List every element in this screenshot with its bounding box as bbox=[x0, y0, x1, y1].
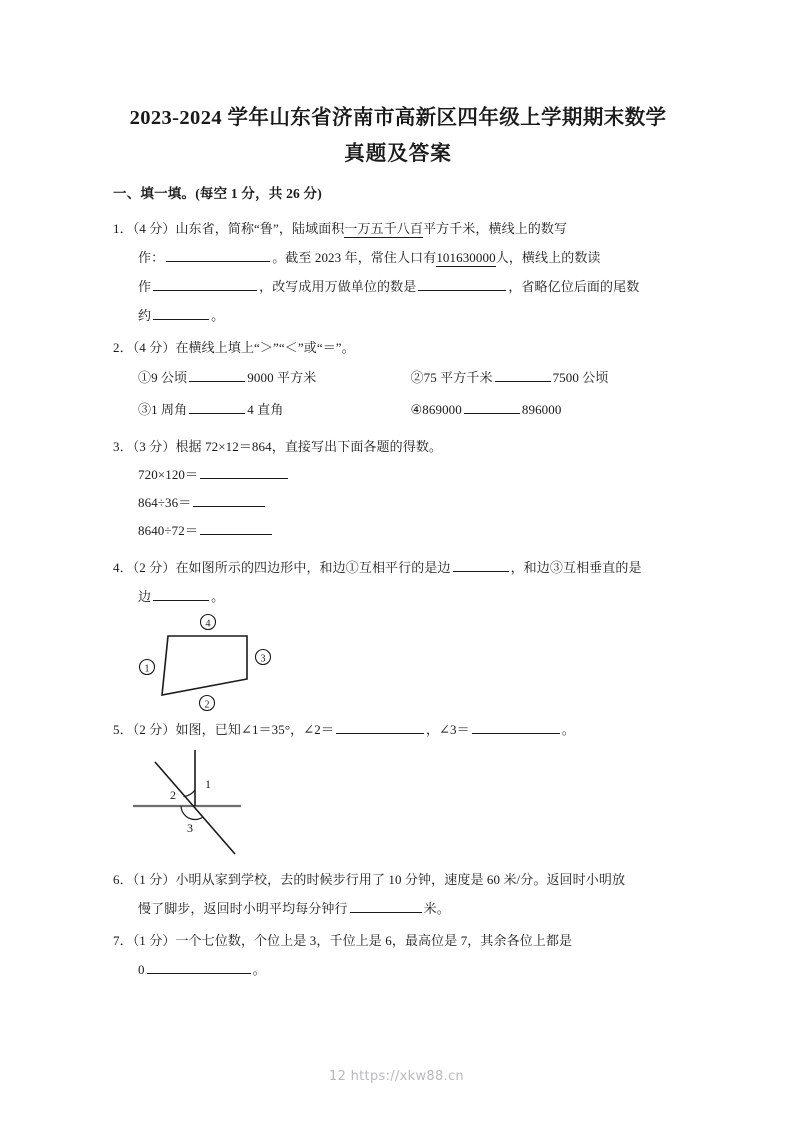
question-2-item-4-blank[interactable] bbox=[464, 399, 520, 414]
question-1-blank-2[interactable] bbox=[153, 276, 257, 291]
angle-label-2: 2 bbox=[170, 788, 177, 802]
question-5-line-1 bbox=[113, 715, 683, 744]
question-2-item-1-blank[interactable] bbox=[189, 367, 245, 382]
question-4-line-1 bbox=[113, 553, 683, 582]
quadrilateral-label-3 bbox=[256, 650, 271, 665]
question-2-row-1 bbox=[113, 362, 683, 394]
angles-figure bbox=[113, 744, 683, 862]
question-5-blank-2[interactable] bbox=[472, 719, 560, 734]
question-2-item-1-left: 9 公顷 bbox=[151, 370, 188, 385]
question-2-item-3-blank[interactable] bbox=[189, 399, 245, 414]
question-1-seg-10: 。 bbox=[211, 308, 225, 323]
question-1-seg-8: ，省略亿位后面的尾数 bbox=[508, 279, 640, 294]
question-6-seg-2: 慢了脚步，返回时小明平均每分钟行 bbox=[138, 901, 348, 916]
question-5 bbox=[113, 715, 683, 862]
question-4-seg-3: 边 bbox=[138, 589, 152, 604]
svg-text:4: 4 bbox=[205, 618, 211, 630]
question-1-line-1 bbox=[113, 214, 683, 243]
quadrilateral-label-4 bbox=[201, 615, 216, 630]
question-2-item-1 bbox=[138, 362, 411, 394]
question-4-blank-1[interactable] bbox=[453, 557, 509, 572]
question-6 bbox=[113, 865, 683, 923]
question-2-item-2 bbox=[411, 362, 684, 394]
question-2-item-4 bbox=[411, 394, 684, 426]
question-7-line-1: 7．（1 分）一个七位数，个位上是 3，千位上是 6，最高位是 7，其余各位上都是 bbox=[113, 933, 573, 948]
question-2-row-2 bbox=[113, 394, 683, 426]
question-1-seg-6: 作 bbox=[138, 279, 152, 294]
question-1-underlined-population: 101630000 bbox=[436, 250, 496, 265]
question-5-seg-2: ，∠3＝ bbox=[425, 722, 470, 737]
question-1-seg-1: 1．（4 分）山东省，简称“鲁”，陆域面积 bbox=[113, 221, 345, 236]
question-2-item-3-right: 4 直角 bbox=[247, 402, 284, 417]
question-2-item-4-marker: ④ bbox=[410, 402, 423, 417]
question-4-line-2 bbox=[113, 582, 683, 611]
question-3-expression-3: 8640÷72＝ bbox=[138, 523, 198, 538]
question-1-seg-3: 作： bbox=[138, 250, 165, 265]
question-4-seg-2: ，和边③互相垂直的是 bbox=[510, 560, 642, 575]
question-7-seg-3: 。 bbox=[252, 962, 266, 977]
question-1 bbox=[113, 214, 683, 330]
question-3-expression-1: 720×120＝ bbox=[138, 467, 199, 482]
question-1-underlined-area: 一万五千八百 bbox=[344, 221, 423, 236]
question-1-seg-7: ，改写成用万做单位的数是 bbox=[259, 279, 417, 294]
angle-label-1: 1 bbox=[205, 777, 212, 791]
question-1-seg-5: 人，横线上的数读 bbox=[495, 250, 601, 265]
svg-text:2: 2 bbox=[204, 699, 210, 711]
question-3-expression-1-row bbox=[113, 461, 683, 489]
page-title bbox=[113, 100, 683, 172]
question-5-seg-1: 5．（2 分）如图，已知∠1＝35°，∠2＝ bbox=[113, 722, 334, 737]
angle-label-3: 3 bbox=[187, 821, 194, 835]
question-2-item-3 bbox=[138, 394, 411, 426]
question-1-line-4 bbox=[113, 301, 683, 330]
quadrilateral-figure bbox=[113, 611, 683, 711]
question-3-stem: 3．（3 分）根据 72×12＝864，直接写出下面各题的得数。 bbox=[113, 439, 443, 454]
title-line-2: 真题及答案 bbox=[344, 143, 452, 165]
question-7 bbox=[113, 926, 683, 984]
question-2-item-2-left: 75 平方千米 bbox=[423, 370, 493, 385]
quadrilateral-label-1 bbox=[140, 660, 155, 675]
question-4-blank-2[interactable] bbox=[153, 586, 209, 601]
question-3-expression-3-row bbox=[113, 517, 683, 545]
question-4 bbox=[113, 553, 683, 711]
question-3-expression-2: 864÷36＝ bbox=[138, 495, 192, 510]
question-1-line-2 bbox=[113, 243, 683, 272]
question-1-seg-2: 平方千米，横线上的数写 bbox=[423, 221, 568, 236]
question-5-blank-1[interactable] bbox=[336, 719, 424, 734]
question-2 bbox=[113, 333, 683, 426]
question-7-seg-2: 0 bbox=[138, 962, 145, 977]
question-2-item-3-marker: ③ bbox=[138, 402, 152, 417]
question-6-line-2 bbox=[113, 894, 683, 923]
svg-text:1: 1 bbox=[144, 663, 150, 675]
question-5-seg-3: 。 bbox=[561, 722, 575, 737]
question-2-item-2-right: 7500 公顷 bbox=[552, 370, 609, 385]
title-line-1: 2023-2024 学年山东省济南市高新区四年级上学期期末数学 bbox=[129, 107, 667, 129]
question-3-blank-1[interactable] bbox=[200, 464, 288, 479]
question-3-expression-2-row bbox=[113, 489, 683, 517]
question-2-item-1-right: 9000 平方米 bbox=[247, 370, 317, 385]
question-7-blank-1[interactable] bbox=[147, 959, 251, 974]
question-3-blank-2[interactable] bbox=[193, 492, 265, 507]
question-1-seg-9: 约 bbox=[138, 308, 152, 323]
question-2-stem: 2．（4 分）在横线上填上“＞”“＜”或“＝”。 bbox=[113, 340, 355, 355]
question-1-blank-1[interactable] bbox=[166, 247, 270, 262]
svg-text:3: 3 bbox=[260, 653, 266, 665]
question-1-line-3 bbox=[113, 272, 683, 301]
question-3-blank-3[interactable] bbox=[200, 520, 272, 535]
question-2-item-3-left: 1 周角 bbox=[151, 402, 188, 417]
question-6-blank-1[interactable] bbox=[350, 898, 422, 913]
question-6-seg-3: 米。 bbox=[423, 901, 450, 916]
footer-watermark: 12 https://xkw88.cn bbox=[329, 1069, 464, 1084]
question-1-blank-4[interactable] bbox=[153, 305, 209, 320]
question-4-seg-1: 4．（2 分）在如图所示的四边形中，和边①互相平行的是边 bbox=[113, 560, 451, 575]
exam-content bbox=[113, 183, 683, 987]
question-2-item-4-left: 869000 bbox=[422, 402, 462, 417]
question-2-item-4-right: 896000 bbox=[521, 402, 562, 417]
quadrilateral-label-2 bbox=[200, 696, 215, 711]
question-2-item-2-marker: ② bbox=[410, 370, 424, 385]
question-1-blank-3[interactable] bbox=[418, 276, 506, 291]
question-7-line-2 bbox=[113, 955, 683, 984]
question-3 bbox=[113, 432, 683, 545]
question-6-line-1: 6．（1 分）小明从家到学校，去的时候步行用了 10 分钟，速度是 60 米/分。返回时小明放 bbox=[113, 872, 626, 887]
question-1-seg-4: 。截至 2023 年，常住人口有 bbox=[272, 250, 437, 265]
question-2-item-2-blank[interactable] bbox=[495, 367, 551, 382]
section-heading: 一、填一填。(每空 1 分，共 26 分) bbox=[113, 186, 322, 201]
question-2-item-1-marker: ① bbox=[138, 370, 152, 385]
question-4-seg-4: 。 bbox=[211, 589, 225, 604]
